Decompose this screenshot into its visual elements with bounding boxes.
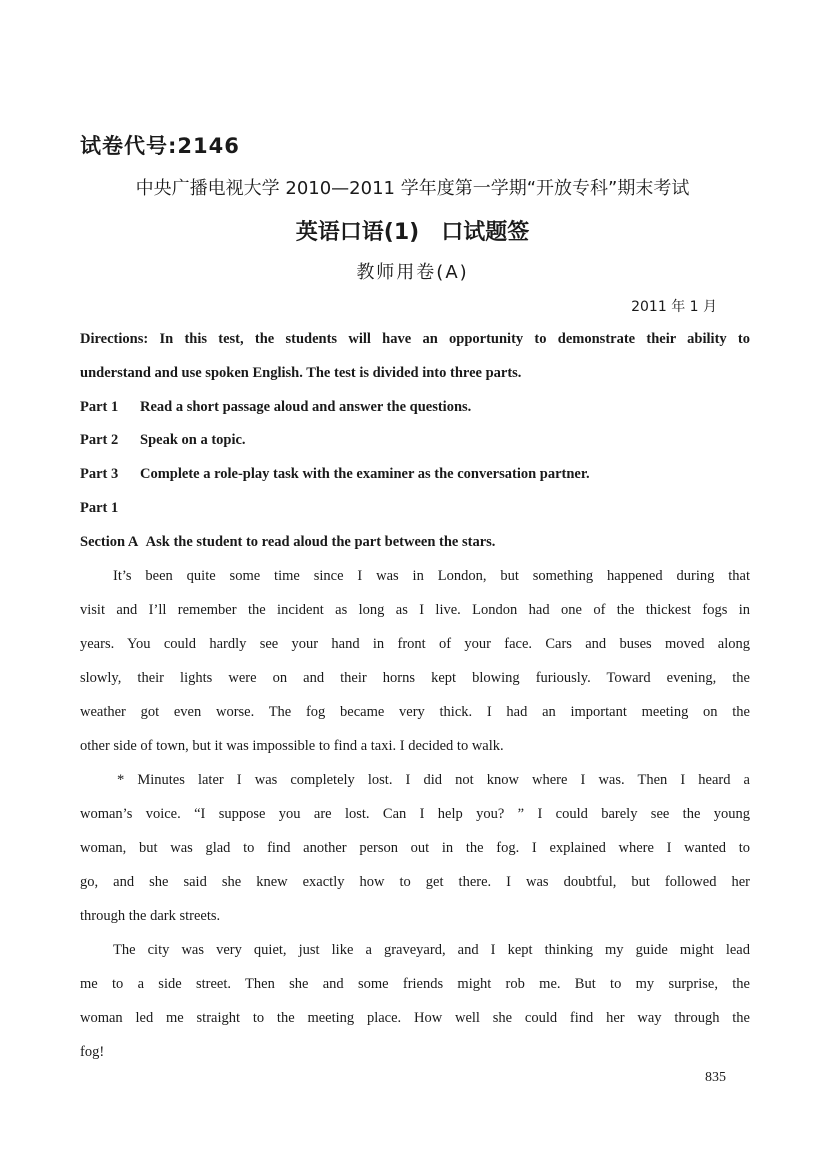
passage-line: fog!	[80, 1044, 105, 1060]
passage-line: woman’s voice. “I suppose you are lost. Can I help you? ” I could barely see the young	[80, 806, 750, 822]
passage-line: woman led me straight to the meeting place. How well she could find her way through the	[80, 1010, 750, 1026]
passage-line: The city was very quiet, just like a graveyard, and I kept thinking my guide might lead	[113, 942, 750, 958]
part-label: Part 3	[80, 466, 119, 482]
part-1-item	[80, 399, 750, 416]
passage-line: It’s been quite some time since I was in London, but something happened during that	[113, 568, 750, 584]
exam-title: 中央广播电视大学 2010—2011 学年度第一学期“开放专科”期末考试	[135, 178, 690, 199]
section-label: Section A	[80, 534, 139, 550]
passage-line: visit and I’ll remember the incident as long as I live. London had one of the thickest fogs in	[80, 602, 750, 618]
passage-line: other side of town, but it was impossible to find a taxi. I decided to walk.	[80, 738, 504, 754]
exam-date: 2011 年 1 月	[631, 299, 717, 315]
part-description: Speak on a topic.	[140, 432, 246, 448]
passage-line: me to a side street. Then she and some friends might rob me. But to my surprise, the	[80, 976, 750, 992]
part-label: Part 1	[80, 399, 119, 415]
section-instruction: Ask the student to read aloud the part between the stars.	[145, 534, 496, 550]
passage-line: weather got even worse. The fog became very thick. I had an important meeting on the	[80, 704, 750, 720]
part-3-item	[80, 466, 750, 483]
section-a-heading	[80, 534, 750, 551]
part-2-item	[80, 432, 750, 449]
directions-line-1: Directions: In this test, the students will have an opportunity to demonstrate their ability to	[80, 331, 750, 347]
passage-line: through the dark streets.	[80, 908, 221, 924]
passage-line: go, and she said she knew exactly how to get there. I was doubtful, but followed her	[80, 874, 750, 890]
passage-line: years. You could hardly see your hand in front of your face. Cars and buses moved along	[80, 636, 750, 652]
passage-line: * Minutes later I was completely lost. I did not know where I was. Then I heard a	[117, 772, 750, 788]
directions-line-2: understand and use spoken English. The test is divided into three parts.	[80, 365, 522, 381]
paper-code: 试卷代号:2146	[80, 134, 240, 158]
part-description: Read a short passage aloud and answer the questions.	[140, 399, 472, 415]
part-label: Part 2	[80, 432, 119, 448]
passage-line: woman, but was glad to find another person out in the fog. I explained where I wanted to	[80, 840, 750, 856]
subject-title: 英语口语(1) 口试题签	[295, 220, 530, 245]
part-description: Complete a role-play task with the examiner as the conversation partner.	[140, 466, 590, 482]
paper-variant: 教师用卷(A)	[356, 262, 469, 283]
passage-line: slowly, their lights were on and their horns kept blowing furiously. Toward evening, the	[80, 670, 750, 686]
part-1-heading: Part 1	[80, 500, 119, 516]
page-number: 835	[705, 1070, 726, 1085]
